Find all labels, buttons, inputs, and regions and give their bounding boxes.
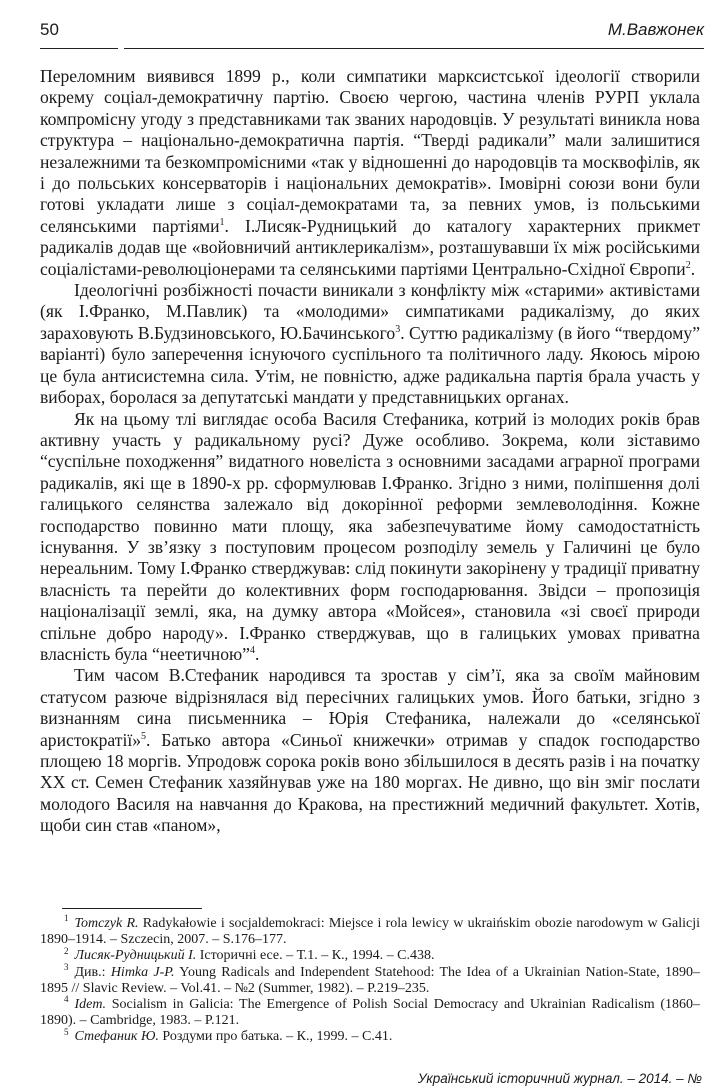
footnote: $^4$ Idem. Socialism in Galicia: The Emergence of Polish Social Democracy and Ukrainian Radicalism (1860–1890). – Cambridge, 1983. – P.121. (40, 994, 700, 1029)
footnote: $^3$ Див.: Himka J-P. Young Radicals and Independent Statehood: The Idea of a Ukrainian Nation-State, 1890–1895 // Slavic Review. – Vol.41. – №2 (Summer, 1982). – P.219–235. (40, 961, 701, 996)
page-number: 50 (40, 20, 59, 39)
footnote-ref[interactable]: 2 (685, 259, 691, 271)
footnote-number: 1 (64, 913, 69, 924)
footnotes (40, 913, 701, 1046)
footnote-ref[interactable]: 4 (249, 645, 255, 657)
header-rule-gap (118, 46, 124, 50)
footnote-number: 4 (64, 994, 69, 1005)
footnote-ref[interactable]: 3 (395, 324, 401, 336)
footnote-author: Himka J-P. (110, 964, 175, 980)
footnote-author: Idem. (74, 997, 106, 1013)
footnote-number: 3 (64, 961, 69, 972)
footnote-author: Лисяк-Рудницький І. (74, 948, 197, 964)
paragraph: Як на цьому тлі виглядає особа Василя Стефаника, котрий із молодих років брав активну участь у радикальному русі? Дуже особливо. Зокрема, коли зіставимо “суспільне походження” видатного новеліста з основними засадами аграрної програми радикалів, які ще в 1890-х рр. сформулював І.Франко. Згідно з ними, поліпшення долі галицького селянства залежало від докорінної реформи землеволодіння. Кожне господарство повинно мати площу, яка забезпечуватиме йому самодостатність існування. У зв’язку з поступовим процесом розподілу земель у Галичині це було нереальним. Тому І.Франко стверджував: слід покинути закорінену у традиції приватну власність та перейти до колективних форм господарювання. Звідси – пропозиція націоналізації землі, яка, на думку автора «Мойсея», становила «зі своєї природи спільне добро народу». І.Франко стверджував, що в галицьких умовах приватна власність була “неетичною”$^4$. (40, 408, 700, 664)
footnote-author: Tomczyk R. (74, 916, 139, 931)
footnote-author: Стефаник Ю. (74, 1029, 159, 1045)
paragraph: Тим часом В.Стефаник народився та зростав у сім’ї, яка за своїм майновим статусом разюче відрізнялася від пересічних галицьких умов. Його батьки, згідно з визнанням сина письменника – Юрія Стефаника, належали до «селянської аристократії»$^5$. Батько автора «Синьої книжечки» отримав у спадок господарство площею 18 моргів. Упродовж сорока років воно збільшилося в десять разів і на початку ХХ ст. Семен Стефаник хазяйнував уже на 180 моргах. Не дивно, що він зміг послати молодого Василя на навчання до Кракова, на престижний медичний факультет. Хотів, щоби син став «паном», (40, 665, 700, 836)
paragraph: Ідеологічні розбіжності почасти виникали з конфлікту між «старими» активістами (як І.Франко, М.Павлик) та «молодими» симпатиками радикалізму, до яких зараховують В.Будзиновського, Ю.Бачинського$^3$. Суттю радикалізму (в його “твердому” варіанті) було заперечення існуючого суспільного та політичного ладу. Якоюсь мірою це була антисистемна сила. Утім, не повністю, адже радикальна партія брала участь у виборах, боролася за депутатські мандати у представницьких органах. (40, 280, 701, 408)
footnote: $^1$ Tomczyk R. Radykałowie i socjaldemokraci: Miejsce i rola lewicy w ukraińskim obozie narodowym w Galicji 1890–1914. – Szczecin, 2007. – S.176–177. (40, 913, 700, 948)
running-footer: Український історичний журнал. – 2014. – № (417, 1071, 702, 1086)
footnote-number: 2 (64, 945, 69, 956)
footnote: $^5$ Стефаник Ю. Роздуми про батька. – К., 1999. – С.41. (64, 1026, 393, 1045)
running-author: М.Вавжонек (607, 20, 704, 39)
main-text (40, 66, 700, 837)
footnote-separator (62, 908, 202, 909)
footnote: $^2$ Лисяк-Рудницький І. Історичні есе. – Т.1. – К., 1994. – С.438. (64, 945, 435, 964)
paragraph: Переломним виявився 1899 р., коли симпатики марксистської ідеології створили окрему соціал-демократичну партію. Своєю чергою, частина членів РУРП уклала компромісну угоду з представниками так званих народовців. У результаті виникла нова структура – національно-демократична партія. “Тверді радикали” мали залишитися незалежними та безкомпромісними «так у відношенні до народовців та москвофілів, як і до польських консерваторів і національних демократів». Імовірні союзи вони були готові укладати лише з соціал-демократами та, за певних умов, із польськими селянськими партіями$^1$. І.Лисяк-Рудницький до каталогу характерних прикмет радикалів додав ще «войовничий антиклерикалізм», розташувавши їх між російськими соціалістами-революціонерами та селянськими партіями Центрально-Східної Європи$^2$. (40, 66, 701, 279)
footnote-ref[interactable]: 1 (219, 216, 225, 228)
footnote-ref[interactable]: 5 (141, 730, 147, 742)
footnote-number: 5 (64, 1026, 69, 1037)
page-header (40, 18, 704, 49)
